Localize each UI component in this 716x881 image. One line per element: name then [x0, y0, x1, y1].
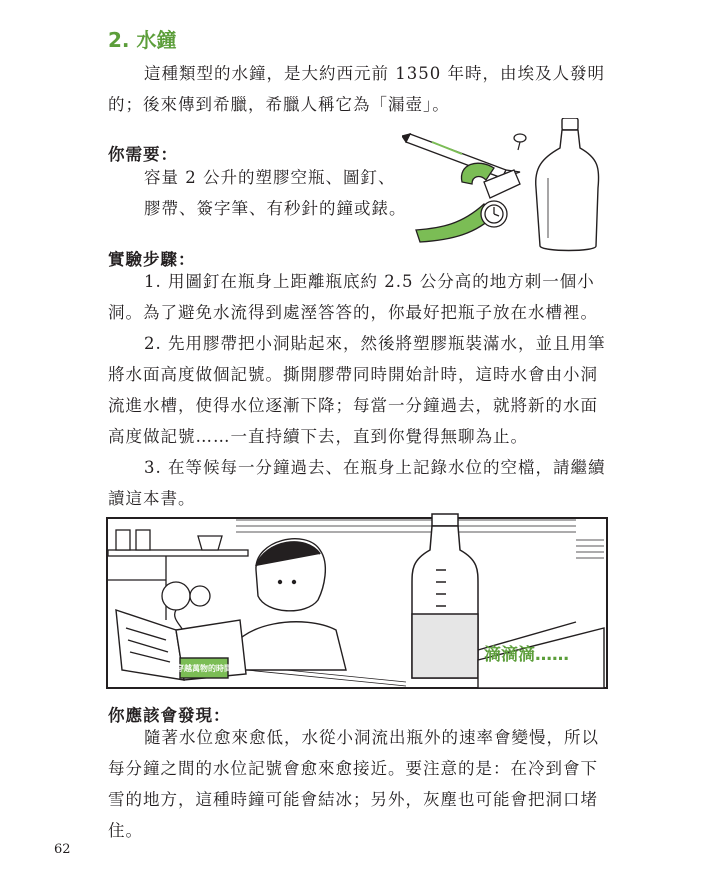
book-cover-label: 穿越萬物的時間 — [176, 664, 232, 673]
needs-heading: 你需要： — [108, 145, 178, 164]
plastic-bottle-icon — [536, 118, 599, 251]
supplies-line-1: 容量 2 公升的塑膠空瓶、圖釘、 — [144, 168, 396, 187]
pushpin-icon — [514, 134, 526, 150]
wristwatch-icon — [416, 163, 520, 242]
supplies-list — [144, 162, 424, 224]
page-number: 62 — [54, 842, 71, 857]
findings-paragraph: 隨著水位愈來愈低，水從小洞流出瓶外的速率會變慢，所以每分鐘之間的水位記號會愈來愈接近。要注意的是：在冷到會下雪的地方，這種時鐘可能會結冰；另外，灰塵也可能會把洞口堵住。 — [108, 728, 599, 840]
findings-heading: 你應該會發現： — [108, 706, 231, 725]
supplies-line-2: 膠帶、簽字筆、有秒針的鐘或錶。 — [144, 199, 407, 218]
step-2: 2. 先用膠帶把小洞貼起來，然後將塑膠瓶裝滿水，並且用筆將水面高度做個記號。撕開膠帶同時開始計時，這時水會由小洞流進水槽，使得水位逐漸下降；每當一分鐘過去，就將新的水面高度做記號……一直持續下去，直到你覺得無聊為止。 — [108, 334, 606, 446]
supplies-illustration — [402, 118, 602, 258]
dripping-sound-effect: 滴滴滴…… — [484, 645, 569, 665]
step-3: 3. 在等候每一分鐘過去、在瓶身上記錄水位的空檔，請繼續讀這本書。 — [108, 458, 606, 508]
reading-boy-illustration — [106, 510, 608, 690]
steps-list — [108, 266, 608, 514]
intro-paragraph: 這種類型的水鐘，是大約西元前 1350 年時，由埃及人發明的；後來傳到希臘，希臘人稱它為「漏壺」。 — [108, 64, 605, 114]
steps-heading: 實驗步驟： — [108, 250, 196, 269]
step-1: 1. 用圖釘在瓶身上距離瓶底約 2.5 公分高的地方刺一個小洞。為了避免水流得到處溼答答的，你最好把瓶子放在水槽裡。 — [108, 272, 598, 322]
marker-pen-icon — [402, 134, 520, 178]
section-title: 2. 水鐘 — [108, 28, 177, 52]
